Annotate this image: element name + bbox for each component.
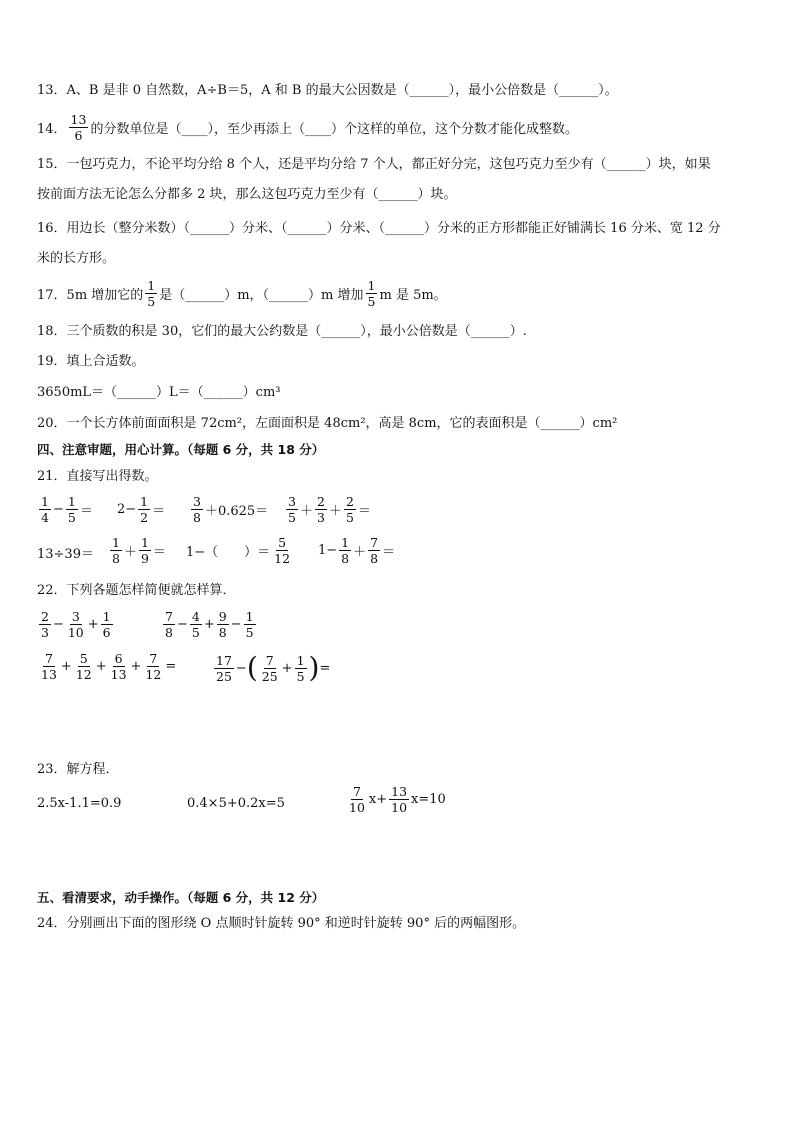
q14-fraction: $\frac{13}{6}$ xyxy=(70,112,87,143)
q23-equation-3: $\frac{7}{10}$ x+ $\frac{13}{10}$ x=10 xyxy=(349,784,446,815)
q22-expr-2: $\frac{7}{8}$ − $\frac{4}{5}$ + $\frac{9}{8}$ − $\frac{1}{5}$ xyxy=(165,609,254,640)
question-14 xyxy=(37,112,578,143)
question-15-line1: 15．一包巧克力，不论平均分给 8 个人，还是平均分给 7 个人，都正好分完，这包巧克力至少有（______）块，如果 xyxy=(37,157,711,172)
question-16-line2: 米的长方形。 xyxy=(37,251,116,266)
question-18: 18．三个质数的积是 30，它们的最大公约数是（______），最小公倍数是（______）. xyxy=(37,324,527,339)
q14-text: 的分数单位是（____），至少再添上（____）个这样的单位，这个分数才能化成整数。 xyxy=(90,122,578,137)
question-19: 19．填上合适数。 xyxy=(37,354,145,369)
question-24: 24．分别画出下面的图形绕 O 点顺时针旋转 90° 和逆时针旋转 90° 后的两幅图形。 xyxy=(37,916,526,931)
q17-fraction-1: $\frac{1}{5}$ xyxy=(147,278,156,309)
question-19-blanks: 3650mL＝（______）L＝（______）cm³ xyxy=(37,385,281,400)
q21-expr-8: 1− $\frac{1}{8}$ ＋ $\frac{7}{8}$ ＝ xyxy=(318,535,396,566)
q22-expr-3: $\frac{7}{13}$ + $\frac{5}{12}$ + $\frac{6}{13}$ + $\frac{7}{12}$ = xyxy=(41,651,177,682)
section-4-title: 四、注意审题，用心计算。（每题 6 分，共 18 分） xyxy=(37,442,325,457)
q21-expr-6: $\frac{1}{8}$ ＋ $\frac{1}{9}$ ＝ xyxy=(112,535,166,566)
q23-equation-1: 2.5x-1.1=0.9 xyxy=(37,796,122,811)
q21-expr-1: $\frac{1}{4}$ − $\frac{1}{5}$ ＝ xyxy=(41,494,93,525)
q21-expr-5: 13÷39＝ xyxy=(37,546,94,562)
question-20: 20．一个长方体前面面积是 72cm²，左面面积是 48cm²，高是 8cm，它的表面积是（______）cm² xyxy=(37,416,618,431)
q17-fraction-2: $\frac{1}{5}$ xyxy=(367,278,376,309)
question-16-line1: 16．用边长（整分米数）（______）分米、（______）分米、（______）分米的正方形都能正好铺满长 16 分米、宽 12 分 xyxy=(37,221,721,236)
section-5-title: 五、看清要求，动手操作。（每题 6 分，共 12 分） xyxy=(37,890,325,905)
q21-expr-2: 2− $\frac{1}{2}$ ＝ xyxy=(117,494,166,525)
question-13: 13．A、B 是非 0 自然数，A÷B＝5，A 和 B 的最大公因数是（______），最小公倍数是（______）。 xyxy=(37,83,618,98)
question-22: 22．下列各题怎样简便就怎样算． xyxy=(37,583,236,598)
q21-expr-3: $\frac{3}{8}$ ＋0.625＝ xyxy=(193,494,269,525)
question-15-line2: 按前面方法无论怎么分都多 2 块，那么这包巧克力至少有（______）块。 xyxy=(37,187,457,202)
q22-expr-4: $\frac{17}{25}$ − ( $\frac{7}{25}$ + $\frac{1}{5}$ ) = xyxy=(216,651,331,684)
question-23: 23．解方程． xyxy=(37,762,119,777)
q14-number: 14． xyxy=(37,122,67,137)
q21-expr-4: $\frac{3}{5}$ ＋ $\frac{2}{3}$ ＋ $\frac{2}{5}$ ＝ xyxy=(288,494,371,525)
q22-expr-1: $\frac{2}{3}$ − $\frac{3}{10}$ + $\frac{1}{6}$ xyxy=(41,609,111,640)
q21-expr-7: 1−（ ）＝ $\frac{5}{12}$ xyxy=(186,535,291,566)
question-17: 17．5m 增加它的 $\frac{1}{5}$ 是（______）m，（______）m 增加 $\frac{1}{5}$ m 是 5m。 xyxy=(37,278,447,309)
q23-equation-2: 0.4×5+0.2x=5 xyxy=(187,796,285,811)
question-21: 21．直接写出得数。 xyxy=(37,469,158,484)
